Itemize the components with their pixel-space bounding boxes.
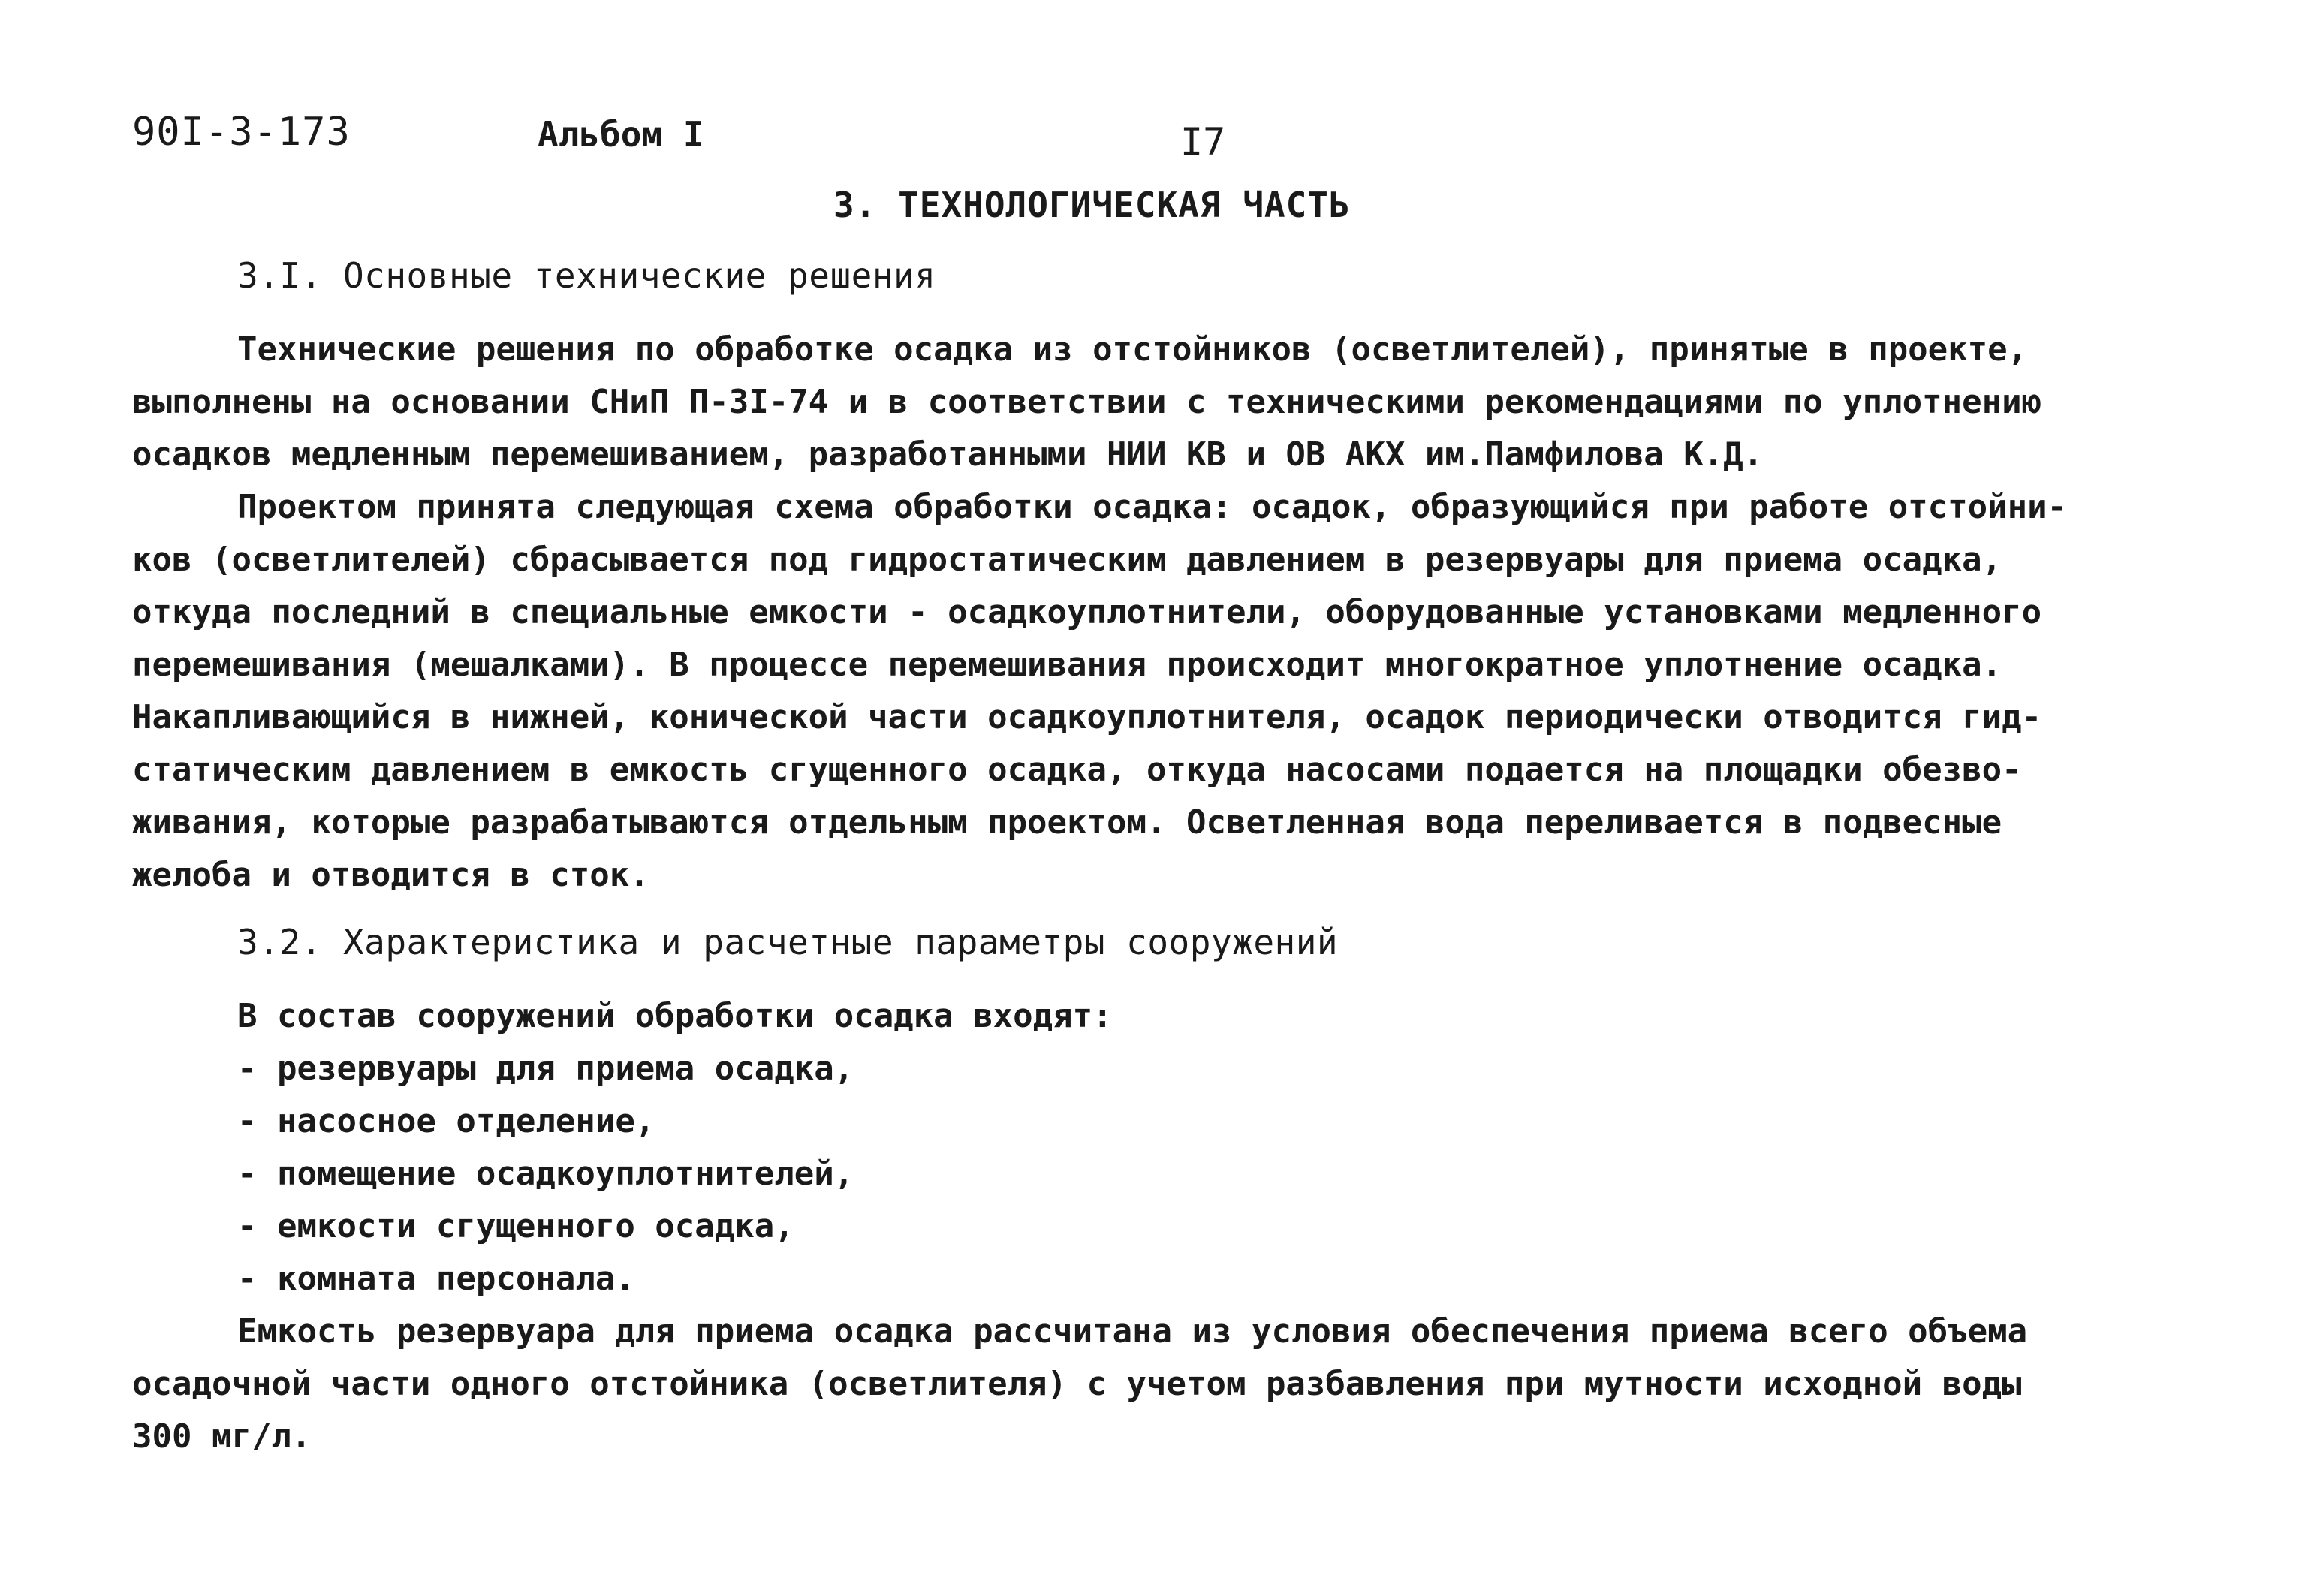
paragraph-line: осадков медленным перемешиванием, разработанными НИИ КВ и ОВ АКХ им.Памфилова К.Д.: [132, 435, 1764, 474]
album-label: Альбом I: [538, 114, 704, 155]
paragraph-line: осадочной части одного отстойника (осветлителя) с учетом разбавления при мутности исходной воды: [132, 1365, 2022, 1403]
paragraph-line: откуда последний в специальные емкости - осадкоуплотнители, оборудованные установками медленного: [132, 593, 2042, 631]
paragraph-line: живания, которые разрабатываются отдельным проектом. Осветленная вода переливается в подвесные: [132, 803, 2002, 842]
paragraph-line: Емкость резервуара для приема осадка рассчитана из условия обеспечения приема всего объема: [237, 1312, 2028, 1351]
paragraph-line: статическим давлением в емкость сгущенного осадка, откуда насосами подается на площадки обезво-: [132, 751, 2022, 789]
paragraph-line: ков (осветлителей) сбрасывается под гидростатическим давлением в резервуары для приема осадка,: [132, 541, 2002, 579]
section-title: 3. ТЕХНОЛОГИЧЕСКАЯ ЧАСТЬ: [833, 185, 1351, 225]
list-item: - помещение осадкоуплотнителей,: [237, 1155, 854, 1193]
list-item: - насосное отделение,: [237, 1102, 655, 1140]
paragraph-line: выполнены на основании СНиП П-3I-74 и в соответствии с техническими рекомендациями по уплотнению: [132, 383, 2042, 421]
paragraph-line: Накапливающийся в нижней, конической части осадкоуплотнителя, осадок периодически отводится гид-: [132, 698, 2042, 736]
subsection-2-title: 3.2. Характеристика и расчетные параметры сооружений: [237, 922, 1339, 962]
paragraph-line: 300 мг/л.: [132, 1417, 312, 1456]
list-item: - емкости сгущенного осадка,: [237, 1207, 794, 1245]
paragraph-line: перемешивания (мешалками). В процессе перемешивания происходит многократное уплотнение осадка.: [132, 646, 2002, 684]
page-number: I7: [1180, 120, 1226, 164]
list-item: - комната персонала.: [237, 1260, 635, 1298]
paragraph-line: Проектом принята следующая схема обработки осадка: осадок, образующийся при работе отстойни-: [237, 488, 2068, 526]
paragraph-line: Технические решения по обработке осадка из отстойников (осветлителей), принятые в проекте,: [237, 330, 2028, 369]
paragraph-line: желоба и отводится в сток.: [132, 856, 649, 894]
list-item: - резервуары для приема осадка,: [237, 1049, 854, 1088]
document-number: 90I-3-173: [132, 110, 351, 155]
list-intro: В состав сооружений обработки осадка входят:: [237, 997, 1113, 1035]
subsection-1-title: 3.I. Основные технические решения: [237, 255, 936, 296]
